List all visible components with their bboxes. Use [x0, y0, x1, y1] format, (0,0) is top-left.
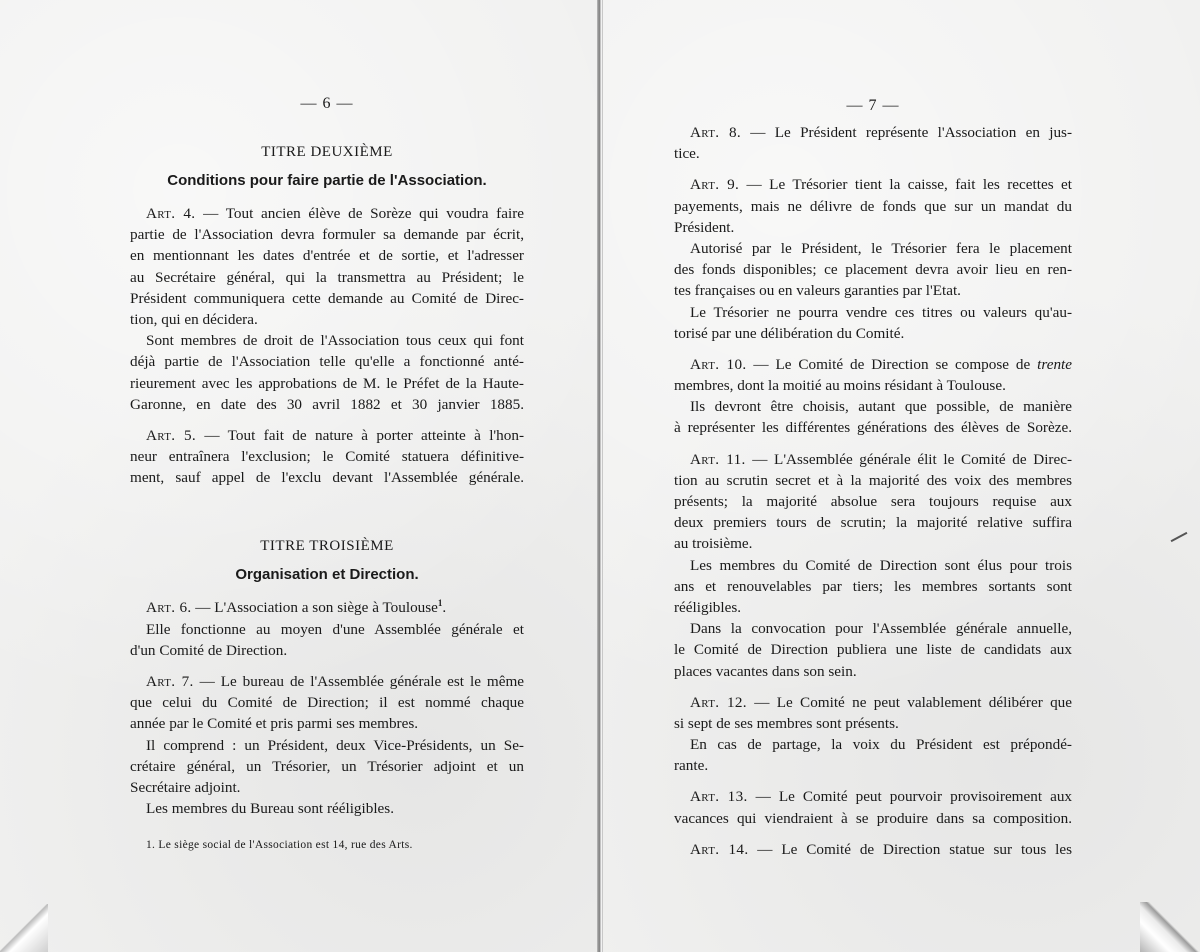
article-line: si sept de ses membres sont présents. [674, 714, 899, 732]
article-line: Sont membres de droit de l'Association tous ceux qui font [146, 332, 524, 350]
article-line: Il comprend : un Président, deux Vice-Présidents, un Se- [146, 736, 524, 754]
article-7 [130, 671, 524, 819]
article-line: Président communiquera cette demande au Comité de Direc- [130, 289, 524, 307]
article-line: ans et renouvelables par tiers; les membres sortants sont [674, 577, 1072, 595]
article-line: Art. 14. — Le Comité de Direction statue sur tous les [690, 840, 1072, 858]
pencil-mark [1171, 532, 1188, 542]
article-line: en mentionnant les dates d'entrée et de sortie, et l'adresser [130, 247, 524, 265]
section-subheading: Organisation et Direction. [235, 566, 419, 584]
article-line: Art. 11. — L'Assemblée générale élit le Comité de Direc- [690, 450, 1072, 468]
article-label: Art. 7. [146, 673, 194, 690]
left-text-column [130, 94, 524, 853]
article-line: Art. 9. — Le Trésorier tient la caisse, fait les recettes et [690, 176, 1072, 194]
page-number: — 6 — [300, 95, 354, 112]
article-line: rééligibles. [674, 598, 742, 616]
article-line: Art. 5. — Tout fait de nature à porter atteinte à l'hon- [146, 426, 524, 444]
article-line: tion au scrutin secret et à la majorité des voix des membres [674, 471, 1072, 489]
article-line: crétaire général, un Trésorier, un Trésorier adjoint et un [130, 757, 524, 775]
article-line: Art. 8. — Le Président représente l'Association en jus- [690, 124, 1072, 141]
page-number: — 7 — [846, 97, 900, 114]
folded-corner [0, 904, 48, 952]
section-subheading: Conditions pour faire partie de l'Association. [167, 172, 487, 189]
right-page [603, 0, 1200, 952]
article-line: Secrétaire adjoint. [130, 778, 241, 796]
article-line: Art. 6. — L'Association a son siège à Toulouse$^1$. [146, 598, 447, 617]
article-line: places vacantes dans son sein. [674, 662, 857, 680]
article-line: Les membres du Bureau sont rééligibles. [146, 800, 394, 818]
article-label: Art. 10. [690, 355, 747, 373]
article-line: tes françaises ou en valeurs garanties par l'Etat. [674, 282, 961, 300]
section-heading: TITRE DEUXIÈME [261, 144, 393, 160]
article-label: Art. 8. [690, 124, 741, 141]
article-line: déjà partie de l'Association telle qu'elle a fonctionné anté- [130, 353, 524, 371]
article-line: Art. 10. — Le Comité de Direction se compose de trente [690, 355, 1072, 373]
article-line: au Secrétaire général, qui la transmettra au Président; le [130, 268, 524, 286]
footnote-reference[interactable]: 1 [437, 598, 443, 609]
article-line: Président. [674, 218, 735, 236]
article-line: payements, mais ne délivre de fonds que sur un mandat du [674, 197, 1072, 215]
article-11 [674, 449, 1072, 682]
article-9 [674, 174, 1072, 344]
folded-corner [1140, 902, 1200, 952]
article-line: deux premiers tours de scrutin; la majorité relative suffira [674, 514, 1072, 532]
article-line: membres, dont la moitié au moins résidant à Toulouse. [674, 377, 1006, 395]
article-label: Art. 14. [690, 840, 749, 858]
article-line: rieurement avec les approbations de M. le Préfet de la Haute- [130, 374, 524, 392]
left-page [0, 0, 599, 952]
article-line: neur entraînera l'exclusion; le Comité statuera définitive- [130, 448, 524, 466]
article-line: des fonds disponibles; ce placement devra avoir lieu en ren- [674, 261, 1072, 279]
article-line: torisé par une délibération du Comité. [674, 324, 905, 342]
article-6 [130, 597, 524, 661]
article-line: année par le Comité et pris parmi ses membres. [130, 715, 419, 733]
article-label: Art. 13. [690, 788, 748, 806]
article-line: Art. 7. — Le bureau de l'Assemblée générale est le même [146, 673, 524, 690]
article-4 [130, 203, 524, 415]
article-line: ment, sauf appel de l'exclu devant l'Assemblée générale. [130, 469, 524, 487]
article-line: Ils devront être choisis, autant que possible, de manière [690, 398, 1072, 416]
article-line: rante. [674, 757, 709, 775]
article-label: Art. 9. [690, 176, 740, 194]
article-line: Les membres du Comité de Direction sont élus pour trois [690, 556, 1072, 574]
article-13 [674, 786, 1072, 828]
article-line: à représenter les différentes générations des élèves de Sorèze. [674, 419, 1072, 437]
section-heading: TITRE TROISIÈME [260, 538, 394, 555]
article-line: Dans la convocation pour l'Assemblée générale annuelle, [690, 620, 1072, 638]
article-8 [674, 122, 1072, 164]
article-14 [674, 839, 1072, 860]
footnote: 1. Le siège social de l'Association est 14, rue des Arts. [146, 839, 413, 852]
article-line: au troisième. [674, 535, 753, 553]
article-line: tice. [674, 145, 700, 163]
article-label: Art. 12. [690, 693, 747, 711]
article-line: Elle fonctionne au moyen d'une Assemblée générale et [146, 620, 524, 638]
article-line: que celui du Comité de Direction; il est nommé chaque [130, 694, 524, 712]
article-line: vacances qui viendraient à se produire dans sa composition. [674, 809, 1072, 827]
article-line: En cas de partage, la voix du Président est prépondé- [690, 736, 1072, 754]
article-line: Autorisé par le Président, le Trésorier fera le placement [690, 239, 1072, 257]
article-label: Art. 4. [146, 205, 196, 222]
article-line: présents; la majorité absolue sera toujours requise aux [674, 493, 1072, 510]
article-5 [130, 425, 524, 489]
article-label: Art. 6. [146, 599, 192, 617]
article-line: Art. 12. — Le Comité ne peut valablement délibérer que [690, 693, 1072, 711]
article-line: le Comité de Direction publiera une liste de candidats aux [674, 641, 1072, 659]
right-text-column [674, 96, 1072, 860]
article-line: Le Trésorier ne pourra vendre ces titres ou valeurs qu'au- [690, 303, 1072, 321]
article-line: tion, qui en décidera. [130, 310, 258, 328]
article-line: Art. 4. — Tout ancien élève de Sorèze qui voudra faire [146, 205, 524, 222]
article-line: Art. 13. — Le Comité peut pourvoir provisoirement aux [690, 788, 1072, 806]
article-10 [674, 354, 1072, 439]
article-line: d'un Comité de Direction. [130, 641, 288, 659]
article-label: Art. 5. [146, 426, 197, 444]
article-label: Art. 11. [690, 450, 746, 468]
article-line: partie de l'Association devra formuler sa demande par écrit, [130, 226, 524, 244]
article-line: Garonne, en date des 30 avril 1882 et 30 janvier 1885. [130, 395, 524, 413]
article-12 [674, 692, 1072, 777]
